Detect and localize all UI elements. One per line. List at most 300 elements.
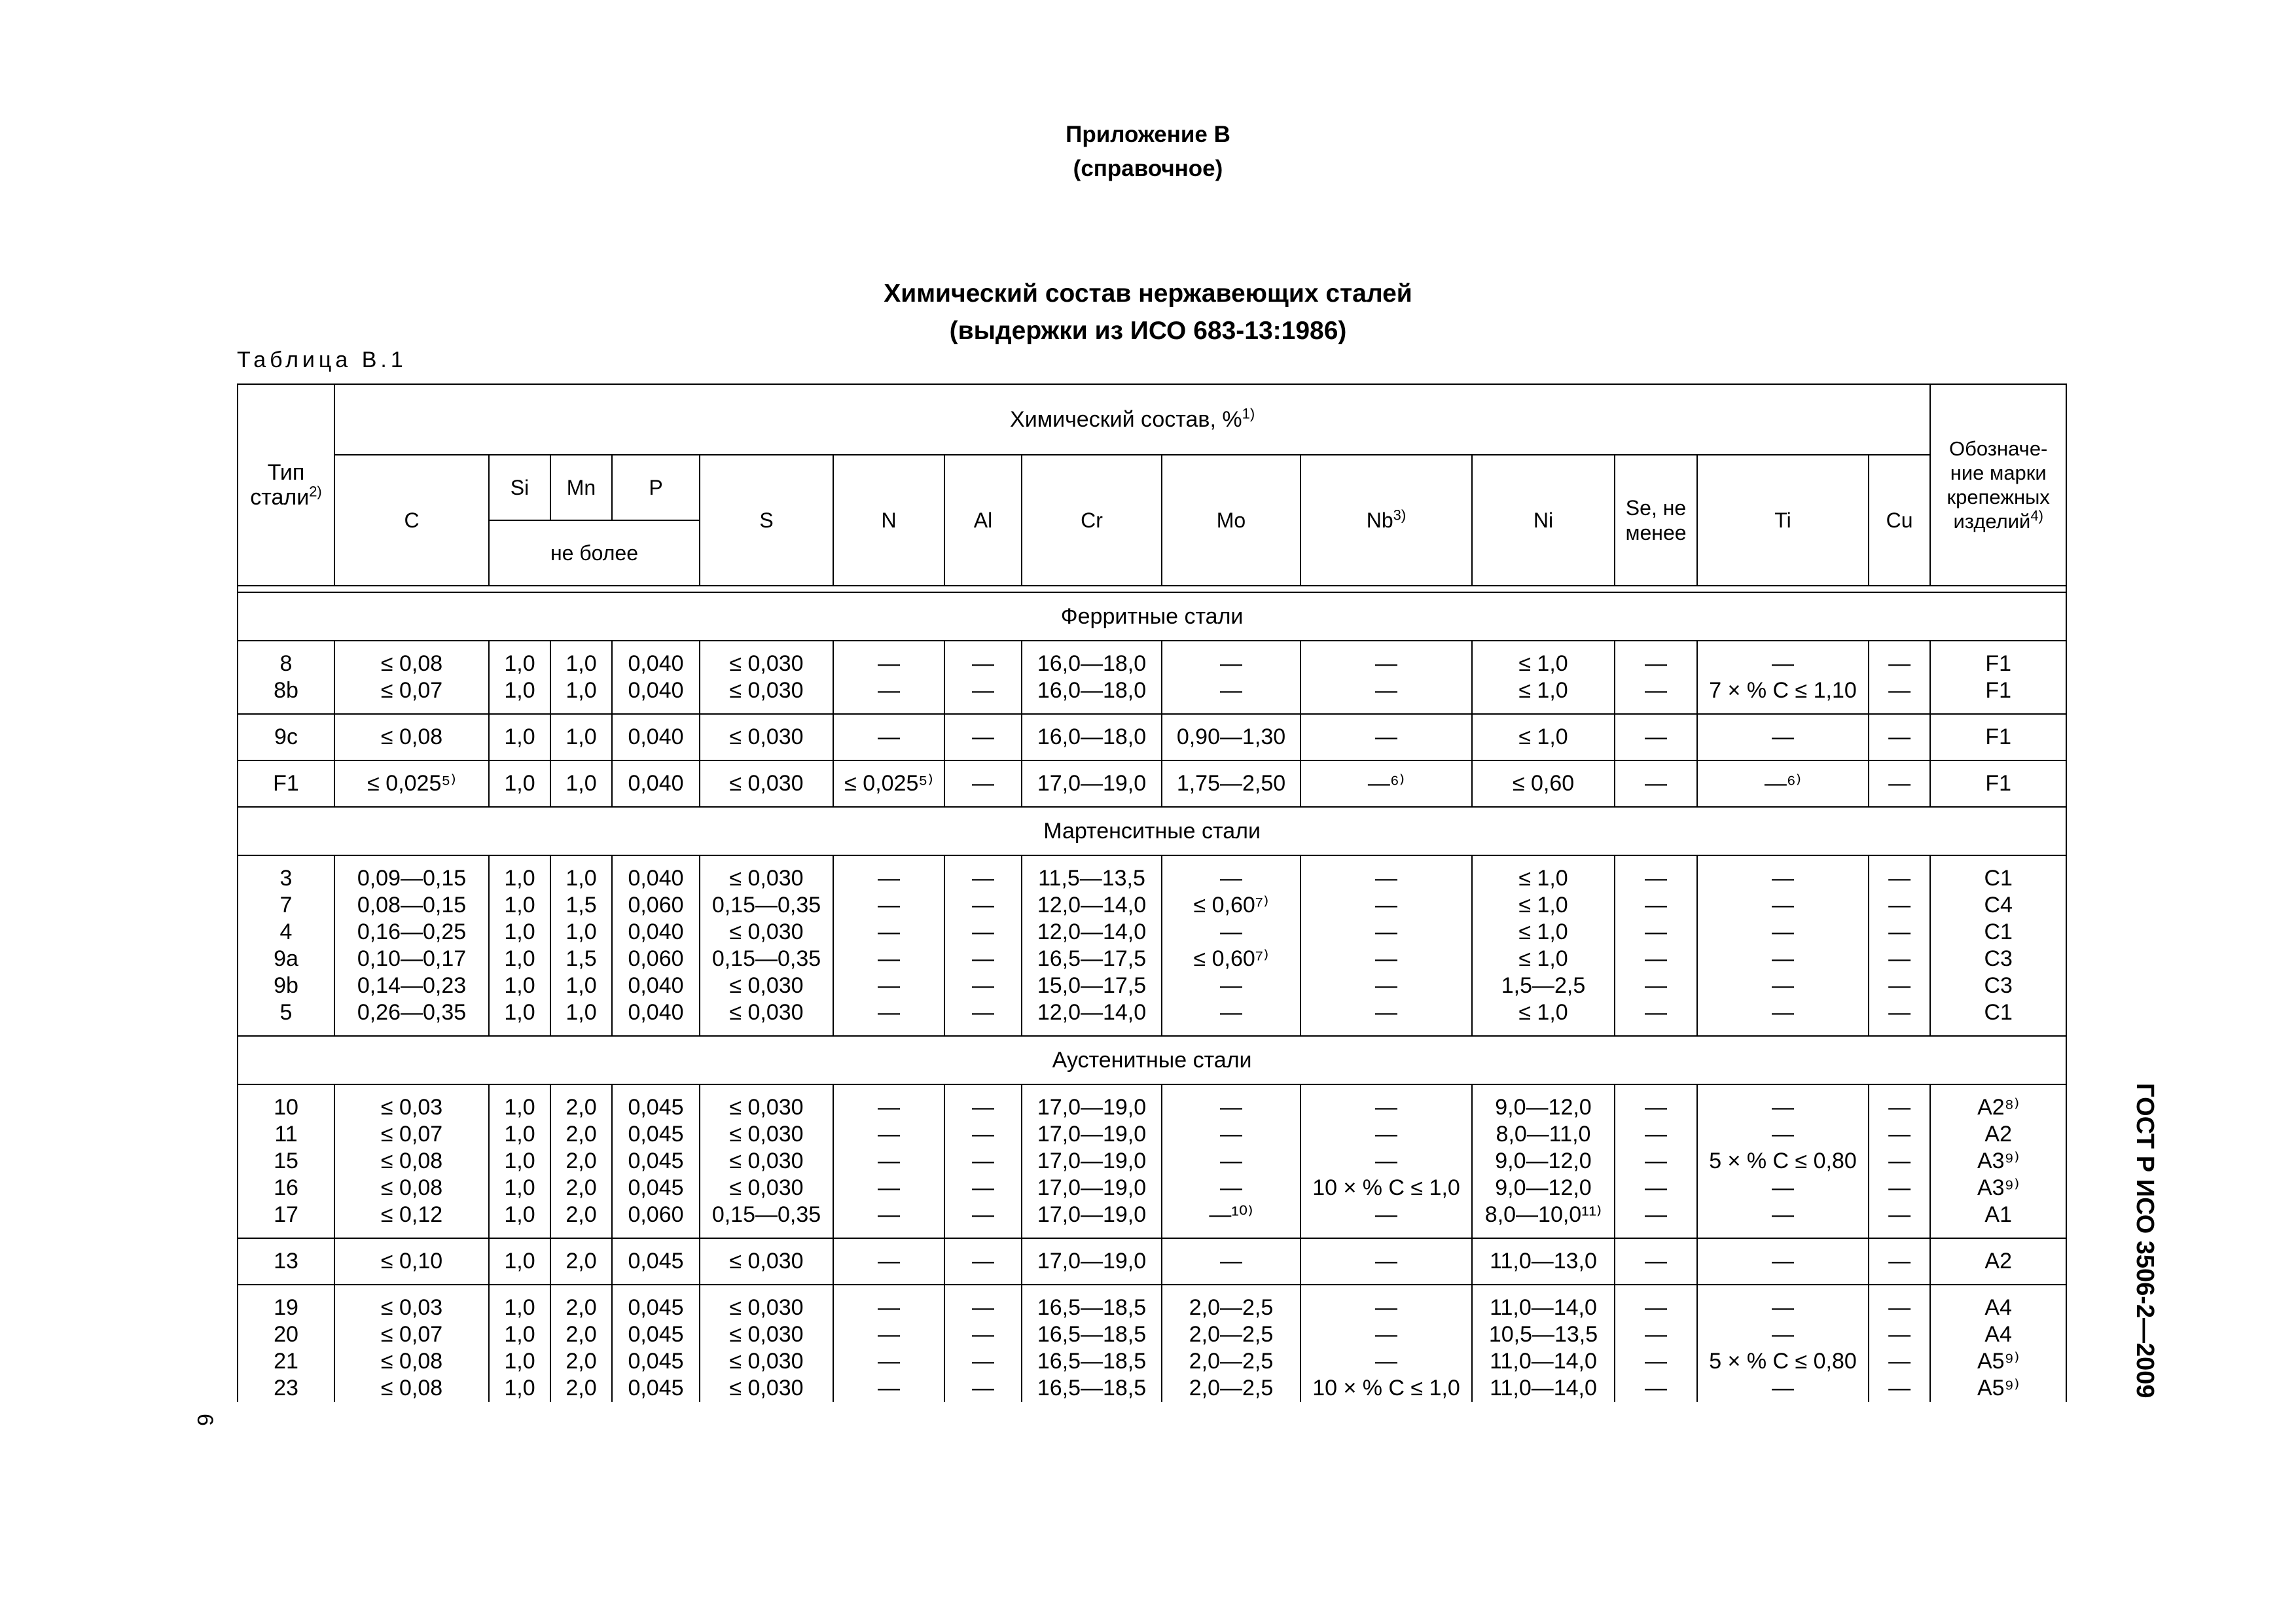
table-row: [238, 641, 2066, 714]
cell-n: [833, 760, 944, 807]
cell-value: 11,0—13,0: [1490, 1249, 1597, 1274]
cell-value: 1,0: [504, 1175, 535, 1200]
cell-cu: [1869, 1285, 1930, 1402]
cell-value: 1,0: [504, 678, 535, 703]
cell-value: F1: [273, 771, 299, 796]
cell-value: 1,0: [504, 1376, 535, 1400]
cell-value: 0,060: [628, 946, 684, 971]
cell-mo: [1162, 760, 1300, 807]
cell-designation: [1930, 714, 2066, 760]
cell-value: 11,0—14,0: [1490, 1349, 1597, 1374]
cell-value: —: [878, 1376, 900, 1400]
cell-p: [612, 1285, 700, 1402]
cell-value: 0,040: [628, 1000, 684, 1025]
cell-value: —: [1772, 1095, 1794, 1120]
cell-value: 1,0: [504, 1295, 535, 1320]
cell-value: —: [972, 1349, 994, 1374]
cell-value: 0,045: [628, 1095, 684, 1120]
header-nb: Nb$^{3)}$: [1300, 455, 1472, 586]
cell-value: A4: [1984, 1322, 2012, 1347]
cell-value: —: [1220, 1249, 1242, 1274]
cell-value: —: [1772, 724, 1794, 749]
cell-value: —: [972, 1000, 994, 1025]
cell-ni: [1472, 1238, 1615, 1285]
cell-ni: [1472, 1285, 1615, 1402]
cell-value: 3: [279, 866, 293, 891]
cell-value: —: [1888, 724, 1911, 749]
cell-ti: [1697, 641, 1869, 714]
cell-value: ≤ 0,07: [380, 1322, 443, 1347]
section-title: Мартенситные стали: [238, 807, 2066, 855]
cell-value: ≤ 0,030: [729, 1249, 804, 1274]
cell-value: 1,0: [504, 946, 535, 971]
cell-value: 17,0—19,0: [1037, 1149, 1147, 1173]
cell-mo: [1162, 855, 1300, 1036]
cell-value: —: [878, 866, 900, 891]
cell-value: —: [878, 1349, 900, 1374]
cell-value: 10,5—13,5: [1488, 1322, 1598, 1347]
cell-cr: [1022, 1285, 1162, 1402]
cell-si: [489, 1285, 550, 1402]
cell-value: —: [1375, 1122, 1397, 1147]
cell-ni: [1472, 714, 1615, 760]
cell-c: [334, 1285, 489, 1402]
cell-value: 2,0: [565, 1095, 597, 1120]
cell-designation: [1930, 760, 2066, 807]
cell-c: [334, 641, 489, 714]
cell-value: —: [1220, 651, 1242, 676]
cell-value: —: [1645, 1000, 1667, 1025]
cell-mn: [550, 1238, 612, 1285]
cell-value: —: [972, 1202, 994, 1227]
cell-value: 16,0—18,0: [1037, 678, 1147, 703]
cell-value: —: [1888, 1295, 1911, 1320]
cell-type: [238, 1285, 334, 1402]
cell-value: —: [972, 1295, 994, 1320]
cell-p: [612, 855, 700, 1036]
header-ni: Ni: [1472, 455, 1615, 586]
cell-value: —: [1888, 893, 1911, 918]
cell-value: 1,0: [504, 1122, 535, 1147]
header-designation: Обозначе-ние марки крепежных изделий$^{4)}$: [1930, 384, 2066, 586]
cell-value: —: [972, 1322, 994, 1347]
cell-value: 9,0—12,0: [1495, 1175, 1592, 1200]
cell-value: —: [1645, 651, 1667, 676]
cell-se: [1615, 714, 1697, 760]
cell-value: 16,0—18,0: [1037, 651, 1147, 676]
cell-value: —: [1888, 1202, 1911, 1227]
cell-value: ≤ 1,0: [1518, 866, 1568, 891]
cell-value: ≤ 1,0: [1518, 919, 1568, 944]
cell-type: [238, 641, 334, 714]
cell-value: A3⁹⁾: [1977, 1149, 2020, 1173]
cell-value: —: [1645, 1095, 1667, 1120]
cell-mn: [550, 855, 612, 1036]
cell-nb: [1300, 714, 1472, 760]
cell-value: 0,045: [628, 1322, 684, 1347]
cell-value: 0,15—0,35: [711, 946, 821, 971]
cell-value: 8: [279, 651, 293, 676]
cell-s: [700, 1084, 833, 1238]
header-mo: Mo: [1162, 455, 1300, 586]
cell-value: 2,0: [565, 1295, 597, 1320]
cell-p: [612, 760, 700, 807]
cell-value: 15,0—17,5: [1037, 973, 1147, 998]
cell-value: 5: [279, 1000, 293, 1025]
table-row: [238, 855, 2066, 1036]
header-n: N: [833, 455, 944, 586]
cell-value: A4: [1984, 1295, 2012, 1320]
cell-value: 1,0: [565, 866, 597, 891]
cell-value: 0,060: [628, 1202, 684, 1227]
cell-value: —: [972, 1149, 994, 1173]
composition-table: [237, 383, 2067, 1402]
cell-value: 0,040: [628, 651, 684, 676]
cell-value: 0,16—0,25: [357, 919, 467, 944]
cell-value: 2,0: [565, 1322, 597, 1347]
cell-value: —: [1772, 1295, 1794, 1320]
cell-value: ≤ 0,030: [729, 678, 804, 703]
cell-value: 1,0: [504, 893, 535, 918]
cell-value: —: [878, 1295, 900, 1320]
cell-value: 11,0—14,0: [1490, 1376, 1597, 1400]
cell-cu: [1869, 1238, 1930, 1285]
cell-si: [489, 1084, 550, 1238]
cell-value: 0,08—0,15: [357, 893, 467, 918]
cell-value: 4: [279, 919, 293, 944]
cell-value: F1: [1985, 678, 2012, 703]
cell-value: 7 × % C ≤ 1,10: [1709, 678, 1857, 703]
cell-value: —: [878, 1322, 900, 1347]
cell-mn: [550, 714, 612, 760]
cell-value: —: [1375, 1095, 1397, 1120]
cell-value: 0,90—1,30: [1176, 724, 1286, 749]
cell-value: —: [1772, 1322, 1794, 1347]
cell-value: ≤ 0,030: [729, 1149, 804, 1173]
cell-ni: [1472, 760, 1615, 807]
appendix-subtitle: (справочное): [1073, 156, 1223, 181]
cell-value: C1: [1984, 866, 2013, 891]
cell-value: 1,5: [565, 893, 597, 918]
cell-cu: [1869, 855, 1930, 1036]
cell-value: —⁶⁾: [1764, 771, 1802, 796]
cell-value: ≤ 0,030: [729, 771, 804, 796]
cell-cu: [1869, 1084, 1930, 1238]
cell-value: 11: [274, 1122, 298, 1147]
cell-value: —: [1772, 1122, 1794, 1147]
cell-mn: [550, 1084, 612, 1238]
cell-mo: [1162, 1084, 1300, 1238]
cell-value: —: [1645, 1376, 1667, 1400]
cell-value: —: [972, 771, 994, 796]
cell-value: —: [1375, 1295, 1397, 1320]
cell-value: 0,045: [628, 1249, 684, 1274]
cell-value: ≤ 0,030: [729, 1295, 804, 1320]
cell-value: —: [1220, 1149, 1242, 1173]
cell-value: —: [1220, 1000, 1242, 1025]
cell-s: [700, 760, 833, 807]
cell-ni: [1472, 855, 1615, 1036]
cell-value: 1,0: [504, 1202, 535, 1227]
cell-value: A3⁹⁾: [1977, 1175, 2020, 1200]
cell-value: —: [1772, 1202, 1794, 1227]
cell-value: —: [1645, 1202, 1667, 1227]
cell-value: —: [1888, 1175, 1911, 1200]
cell-value: A2: [1984, 1249, 2012, 1274]
cell-value: 9,0—12,0: [1495, 1095, 1592, 1120]
cell-value: —: [1772, 1249, 1794, 1274]
cell-value: 9b: [274, 973, 298, 998]
cell-value: 2,0: [565, 1122, 597, 1147]
appendix-title: Приложение В: [1066, 122, 1230, 147]
cell-s: [700, 855, 833, 1036]
header-c: C: [334, 455, 489, 586]
cell-value: 17,0—19,0: [1037, 1122, 1147, 1147]
cell-value: ≤ 0,030: [729, 1095, 804, 1120]
cell-value: ≤ 0,07: [380, 678, 443, 703]
cell-value: 16,0—18,0: [1037, 724, 1147, 749]
cell-cu: [1869, 641, 1930, 714]
cell-value: 0,14—0,23: [357, 973, 467, 998]
cell-value: C3: [1984, 973, 2013, 998]
cell-n: [833, 714, 944, 760]
cell-value: ≤ 0,12: [380, 1202, 443, 1227]
cell-value: ≤ 0,03: [380, 1095, 443, 1120]
cell-value: 1,5—2,5: [1501, 973, 1586, 998]
cell-mo: [1162, 1285, 1300, 1402]
cell-value: 2,0: [565, 1349, 597, 1374]
cell-value: —: [1888, 771, 1911, 796]
cell-nb: [1300, 1285, 1472, 1402]
section-title: Аустенитные стали: [238, 1036, 2066, 1084]
cell-value: ≤ 0,030: [729, 919, 804, 944]
cell-value: 0,045: [628, 1175, 684, 1200]
cell-value: 1,0: [504, 1149, 535, 1173]
cell-value: —: [1772, 1376, 1794, 1400]
cell-value: 0,045: [628, 1376, 684, 1400]
cell-value: 2,0—2,5: [1189, 1295, 1274, 1320]
cell-value: —: [878, 1249, 900, 1274]
header-separator: [238, 586, 2066, 592]
cell-value: —: [1888, 651, 1911, 676]
cell-value: 0,040: [628, 973, 684, 998]
cell-value: 13: [274, 1249, 298, 1274]
cell-ni: [1472, 1084, 1615, 1238]
cell-value: 1,5: [565, 946, 597, 971]
cell-nb: [1300, 641, 1472, 714]
cell-cr: [1022, 641, 1162, 714]
cell-value: ≤ 1,0: [1518, 651, 1568, 676]
cell-value: —: [1772, 1175, 1794, 1200]
cell-se: [1615, 1238, 1697, 1285]
cell-value: ≤ 0,08: [380, 651, 443, 676]
cell-al: [944, 1238, 1022, 1285]
cell-value: —: [972, 1122, 994, 1147]
cell-s: [700, 1238, 833, 1285]
cell-value: —: [1888, 919, 1911, 944]
cell-type: [238, 760, 334, 807]
cell-value: 11,0—14,0: [1490, 1295, 1597, 1320]
cell-value: 7: [279, 893, 293, 918]
table-row: [238, 1084, 2066, 1238]
cell-type: [238, 1084, 334, 1238]
cell-value: —: [1888, 946, 1911, 971]
cell-value: —: [1888, 1149, 1911, 1173]
cell-value: 1,0: [504, 1322, 535, 1347]
cell-value: —¹⁰⁾: [1209, 1202, 1253, 1227]
cell-value: 2,0: [565, 1149, 597, 1173]
cell-value: —: [1645, 1122, 1667, 1147]
cell-value: A2: [1984, 1122, 2012, 1147]
cell-value: —: [1375, 724, 1397, 749]
cell-value: 1,0: [504, 1249, 535, 1274]
cell-cr: [1022, 855, 1162, 1036]
cell-type: [238, 855, 334, 1036]
cell-value: ≤ 0,08: [380, 724, 443, 749]
cell-value: 0,040: [628, 771, 684, 796]
cell-value: 9a: [274, 946, 298, 971]
cell-si: [489, 1238, 550, 1285]
cell-value: 20: [274, 1322, 298, 1347]
cell-value: ≤ 0,10: [380, 1249, 443, 1274]
cell-value: —: [972, 973, 994, 998]
cell-value: 10: [274, 1095, 298, 1120]
cell-value: —: [1888, 866, 1911, 891]
cell-value: 1,0: [504, 866, 535, 891]
cell-value: 9,0—12,0: [1495, 1149, 1592, 1173]
cell-c: [334, 1238, 489, 1285]
cell-value: 0,15—0,35: [711, 893, 821, 918]
cell-value: —: [1645, 866, 1667, 891]
cell-value: —: [972, 1175, 994, 1200]
cell-value: 15: [274, 1149, 298, 1173]
cell-value: —: [1888, 1349, 1911, 1374]
cell-se: [1615, 641, 1697, 714]
cell-value: 5 × % C ≤ 0,80: [1709, 1149, 1857, 1173]
cell-value: —: [1220, 678, 1242, 703]
cell-value: —: [1888, 973, 1911, 998]
cell-nb: [1300, 1084, 1472, 1238]
cell-value: ≤ 0,030: [729, 1376, 804, 1400]
cell-value: —: [972, 1249, 994, 1274]
cell-value: A5⁹⁾: [1977, 1376, 2020, 1400]
cell-value: F1: [1985, 651, 2012, 676]
cell-type: [238, 714, 334, 760]
cell-value: 23: [274, 1376, 298, 1400]
cell-value: 16: [274, 1175, 298, 1200]
header-steel-type: Тип стали$^{2)}$: [238, 384, 334, 586]
cell-value: ≤ 0,08: [380, 1349, 443, 1374]
cell-value: 2,0—2,5: [1189, 1322, 1274, 1347]
cell-value: —: [972, 893, 994, 918]
cell-p: [612, 714, 700, 760]
cell-value: —: [1645, 1322, 1667, 1347]
cell-value: C1: [1984, 919, 2013, 944]
table-row: [238, 1238, 2066, 1285]
cell-value: —: [1645, 1149, 1667, 1173]
cell-value: —: [972, 678, 994, 703]
cell-value: ≤ 0,60: [1512, 771, 1575, 796]
cell-cr: [1022, 1238, 1162, 1285]
cell-value: 17: [274, 1202, 298, 1227]
cell-value: ≤ 0,030: [729, 1000, 804, 1025]
cell-value: —⁶⁾: [1367, 771, 1405, 796]
cell-value: C3: [1984, 946, 2013, 971]
cell-value: —: [1645, 724, 1667, 749]
cell-cr: [1022, 760, 1162, 807]
cell-c: [334, 760, 489, 807]
cell-value: —: [1888, 1000, 1911, 1025]
cell-value: —: [1375, 919, 1397, 944]
cell-value: ≤ 0,60⁷⁾: [1193, 893, 1269, 918]
cell-value: —: [1375, 1322, 1397, 1347]
cell-c: [334, 855, 489, 1036]
cell-value: —: [878, 724, 900, 749]
cell-value: A5⁹⁾: [1977, 1349, 2020, 1374]
cell-value: 0,26—0,35: [357, 1000, 467, 1025]
cell-mn: [550, 1285, 612, 1402]
cell-value: 1,0: [504, 1349, 535, 1374]
cell-value: 10 × % C ≤ 1,0: [1312, 1376, 1460, 1400]
cell-value: 0,060: [628, 893, 684, 918]
cell-value: —: [1375, 893, 1397, 918]
cell-ti: [1697, 1084, 1869, 1238]
document-title: [0, 275, 2296, 349]
cell-value: —: [972, 1376, 994, 1400]
table-body: [238, 586, 2066, 1402]
cell-value: —: [878, 1175, 900, 1200]
cell-se: [1615, 1285, 1697, 1402]
cell-value: 2,0: [565, 1175, 597, 1200]
cell-se: [1615, 1084, 1697, 1238]
cell-value: ≤ 0,08: [380, 1376, 443, 1400]
cell-al: [944, 855, 1022, 1036]
cell-value: 16,5—17,5: [1037, 946, 1147, 971]
cell-value: A1: [1984, 1202, 2012, 1227]
cell-value: —: [1645, 1175, 1667, 1200]
cell-value: —: [878, 1000, 900, 1025]
cell-designation: [1930, 1084, 2066, 1238]
cell-value: —: [1772, 1000, 1794, 1025]
cell-value: 19: [274, 1295, 298, 1320]
cell-value: 1,0: [565, 724, 597, 749]
cell-value: —: [878, 893, 900, 918]
cell-value: —: [1645, 678, 1667, 703]
cell-value: 12,0—14,0: [1037, 1000, 1147, 1025]
cell-value: —: [1220, 1175, 1242, 1200]
cell-value: 0,040: [628, 678, 684, 703]
page-number: 6: [192, 1414, 217, 1426]
cell-value: —: [1645, 1349, 1667, 1374]
cell-value: 0,15—0,35: [711, 1202, 821, 1227]
header-mn: Mn: [550, 455, 612, 520]
cell-value: 1,75—2,50: [1176, 771, 1286, 796]
cell-value: ≤ 0,08: [380, 1175, 443, 1200]
cell-value: —: [1645, 771, 1667, 796]
cell-si: [489, 855, 550, 1036]
cell-value: —: [1645, 1295, 1667, 1320]
header-s: S: [700, 455, 833, 586]
cell-value: 16,5—18,5: [1037, 1349, 1147, 1374]
cell-si: [489, 641, 550, 714]
cell-value: 9c: [274, 724, 298, 749]
cell-value: —: [1220, 866, 1242, 891]
cell-value: 16,5—18,5: [1037, 1376, 1147, 1400]
cell-ti: [1697, 1285, 1869, 1402]
cell-se: [1615, 760, 1697, 807]
header-se: Se, не менее: [1615, 455, 1697, 586]
cell-cr: [1022, 714, 1162, 760]
